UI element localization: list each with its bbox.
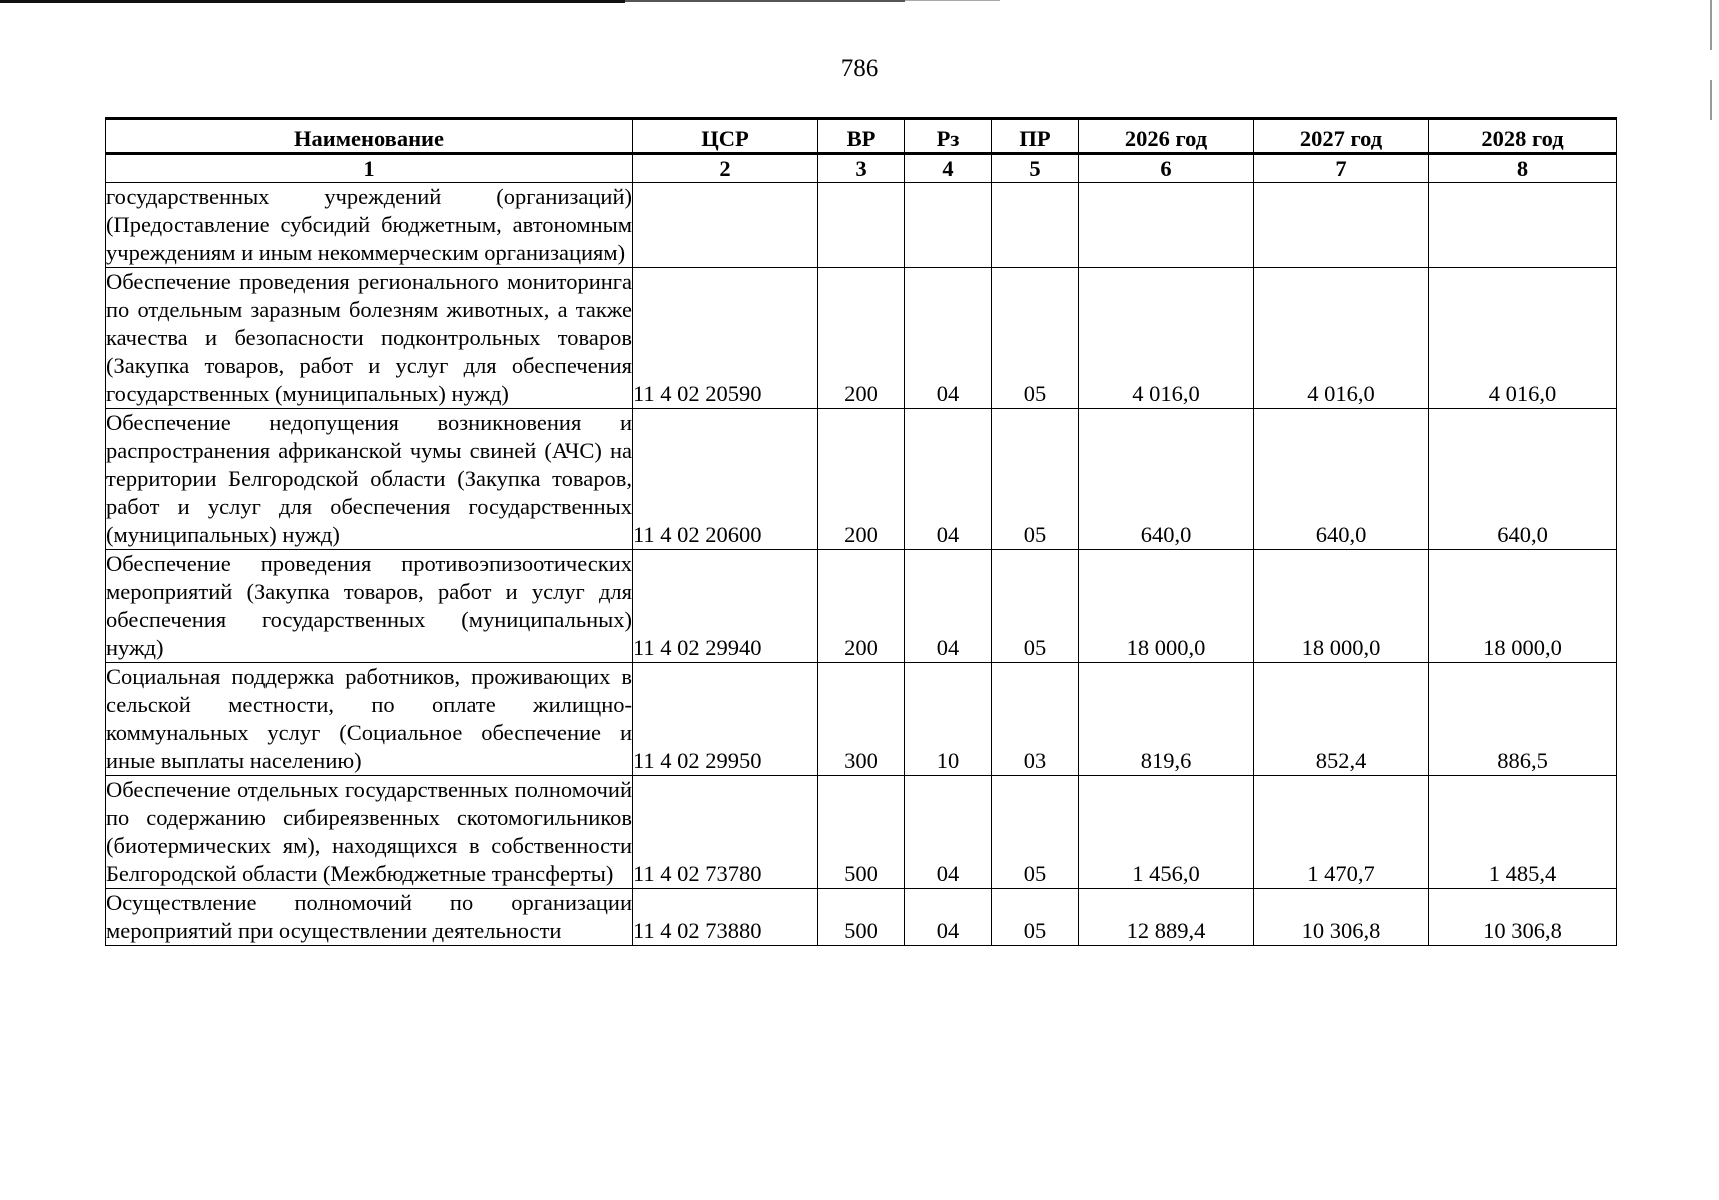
row-csr: 11 4 02 73880 [633, 889, 818, 946]
column-number: 4 [905, 154, 992, 183]
column-number: 1 [106, 154, 633, 183]
row-csr: 11 4 02 29950 [633, 663, 818, 776]
row-vr [818, 183, 905, 268]
row-rz: 04 [905, 889, 992, 946]
scan-top-edge [905, 0, 1000, 1]
row-rz: 10 [905, 663, 992, 776]
column-number: 5 [992, 154, 1079, 183]
header-rz: Рз [905, 119, 992, 154]
scan-top-edge [625, 0, 905, 2]
column-number: 7 [1254, 154, 1429, 183]
row-csr: 11 4 02 29940 [633, 550, 818, 663]
row-name: Обеспечение недопущения возникновения и распространения африканской чумы свиней (АЧС) на территории Белгородской области (Закупка товаров, работ и услуг для обеспечения государственных (муниципальных) нужд) [106, 409, 633, 550]
table-row [106, 550, 1617, 663]
row-amount-2027: 640,0 [1254, 409, 1429, 550]
page-number: 786 [840, 55, 879, 82]
row-amount-2026: 18 000,0 [1079, 550, 1254, 663]
row-amount-2026: 819,6 [1079, 663, 1254, 776]
column-number: 3 [818, 154, 905, 183]
row-amount-2027: 10 306,8 [1254, 889, 1429, 946]
row-name: Обеспечение проведения противоэпизоотических мероприятий (Закупка товаров, работ и услуг для обеспечения государственных (муниципальных) нужд) [106, 550, 633, 663]
column-number: 2 [633, 154, 818, 183]
scan-edge-mark [1710, 80, 1712, 120]
row-amount-2027: 1 470,7 [1254, 776, 1429, 889]
row-amount-2026: 1 456,0 [1079, 776, 1254, 889]
table-row [106, 268, 1617, 409]
row-amount-2026: 12 889,4 [1079, 889, 1254, 946]
row-name: Обеспечение проведения регионального мониторинга по отдельным заразным болезням животных, а также качества и безопасности подконтрольных товаров (Закупка товаров, работ и услуг для обеспечения государственных (муниципальных) нужд) [106, 268, 633, 409]
header-year-2028: 2028 год [1429, 119, 1617, 154]
row-amount-2028 [1429, 183, 1617, 268]
row-csr: 11 4 02 20590 [633, 268, 818, 409]
header-year-2027: 2027 год [1254, 119, 1429, 154]
row-amount-2026: 4 016,0 [1079, 268, 1254, 409]
row-rz [905, 183, 992, 268]
row-rz: 04 [905, 409, 992, 550]
table-row [106, 663, 1617, 776]
header-year-2026: 2026 год [1079, 119, 1254, 154]
row-pr: 05 [992, 409, 1079, 550]
row-pr: 05 [992, 776, 1079, 889]
scan-edge-mark [1710, 0, 1712, 50]
row-amount-2028: 10 306,8 [1429, 889, 1617, 946]
row-amount-2026: 640,0 [1079, 409, 1254, 550]
row-name: государственных учреждений (организаций) (Предоставление субсидий бюджетным, автономным учреждениям и иным некоммерческим организациям) [106, 183, 633, 268]
scan-top-edge [0, 0, 625, 3]
row-amount-2028: 4 016,0 [1429, 268, 1617, 409]
header-vr: ВР [818, 119, 905, 154]
table-row [106, 409, 1617, 550]
header-csr: ЦСР [633, 119, 818, 154]
row-csr: 11 4 02 73780 [633, 776, 818, 889]
row-amount-2027: 852,4 [1254, 663, 1429, 776]
row-vr: 500 [818, 889, 905, 946]
row-amount-2028: 886,5 [1429, 663, 1617, 776]
row-rz: 04 [905, 268, 992, 409]
header-name: Наименование [106, 119, 633, 154]
row-amount-2026 [1079, 183, 1254, 268]
budget-table [105, 117, 1617, 946]
row-amount-2027: 4 016,0 [1254, 268, 1429, 409]
row-name: Осуществление полномочий по организации мероприятий при осуществлении деятельности [106, 889, 633, 946]
table-row [106, 889, 1617, 946]
table-row [106, 776, 1617, 889]
row-amount-2027: 18 000,0 [1254, 550, 1429, 663]
row-pr [992, 183, 1079, 268]
header-pr: ПР [992, 119, 1079, 154]
row-pr: 03 [992, 663, 1079, 776]
table-row [106, 183, 1617, 268]
row-vr: 200 [818, 409, 905, 550]
row-vr: 200 [818, 550, 905, 663]
row-rz: 04 [905, 550, 992, 663]
column-number: 6 [1079, 154, 1254, 183]
row-vr: 200 [818, 268, 905, 409]
column-number-row [106, 154, 1617, 183]
row-csr [633, 183, 818, 268]
column-number: 8 [1429, 154, 1617, 183]
row-pr: 05 [992, 889, 1079, 946]
header-row [106, 119, 1617, 154]
row-amount-2028: 640,0 [1429, 409, 1617, 550]
row-amount-2028: 18 000,0 [1429, 550, 1617, 663]
row-amount-2027 [1254, 183, 1429, 268]
row-pr: 05 [992, 268, 1079, 409]
row-name: Социальная поддержка работников, проживающих в сельской местности, по оплате жилищно-коммунальных услуг (Социальное обеспечение и иные выплаты населению) [106, 663, 633, 776]
row-amount-2028: 1 485,4 [1429, 776, 1617, 889]
row-name: Обеспечение отдельных государственных полномочий по содержанию сибиреязвенных скотомогильников (биотермических ям), находящихся в собственности Белгородской области (Межбюджетные трансферты) [106, 776, 633, 889]
row-vr: 500 [818, 776, 905, 889]
row-pr: 05 [992, 550, 1079, 663]
row-csr: 11 4 02 20600 [633, 409, 818, 550]
row-vr: 300 [818, 663, 905, 776]
row-rz: 04 [905, 776, 992, 889]
